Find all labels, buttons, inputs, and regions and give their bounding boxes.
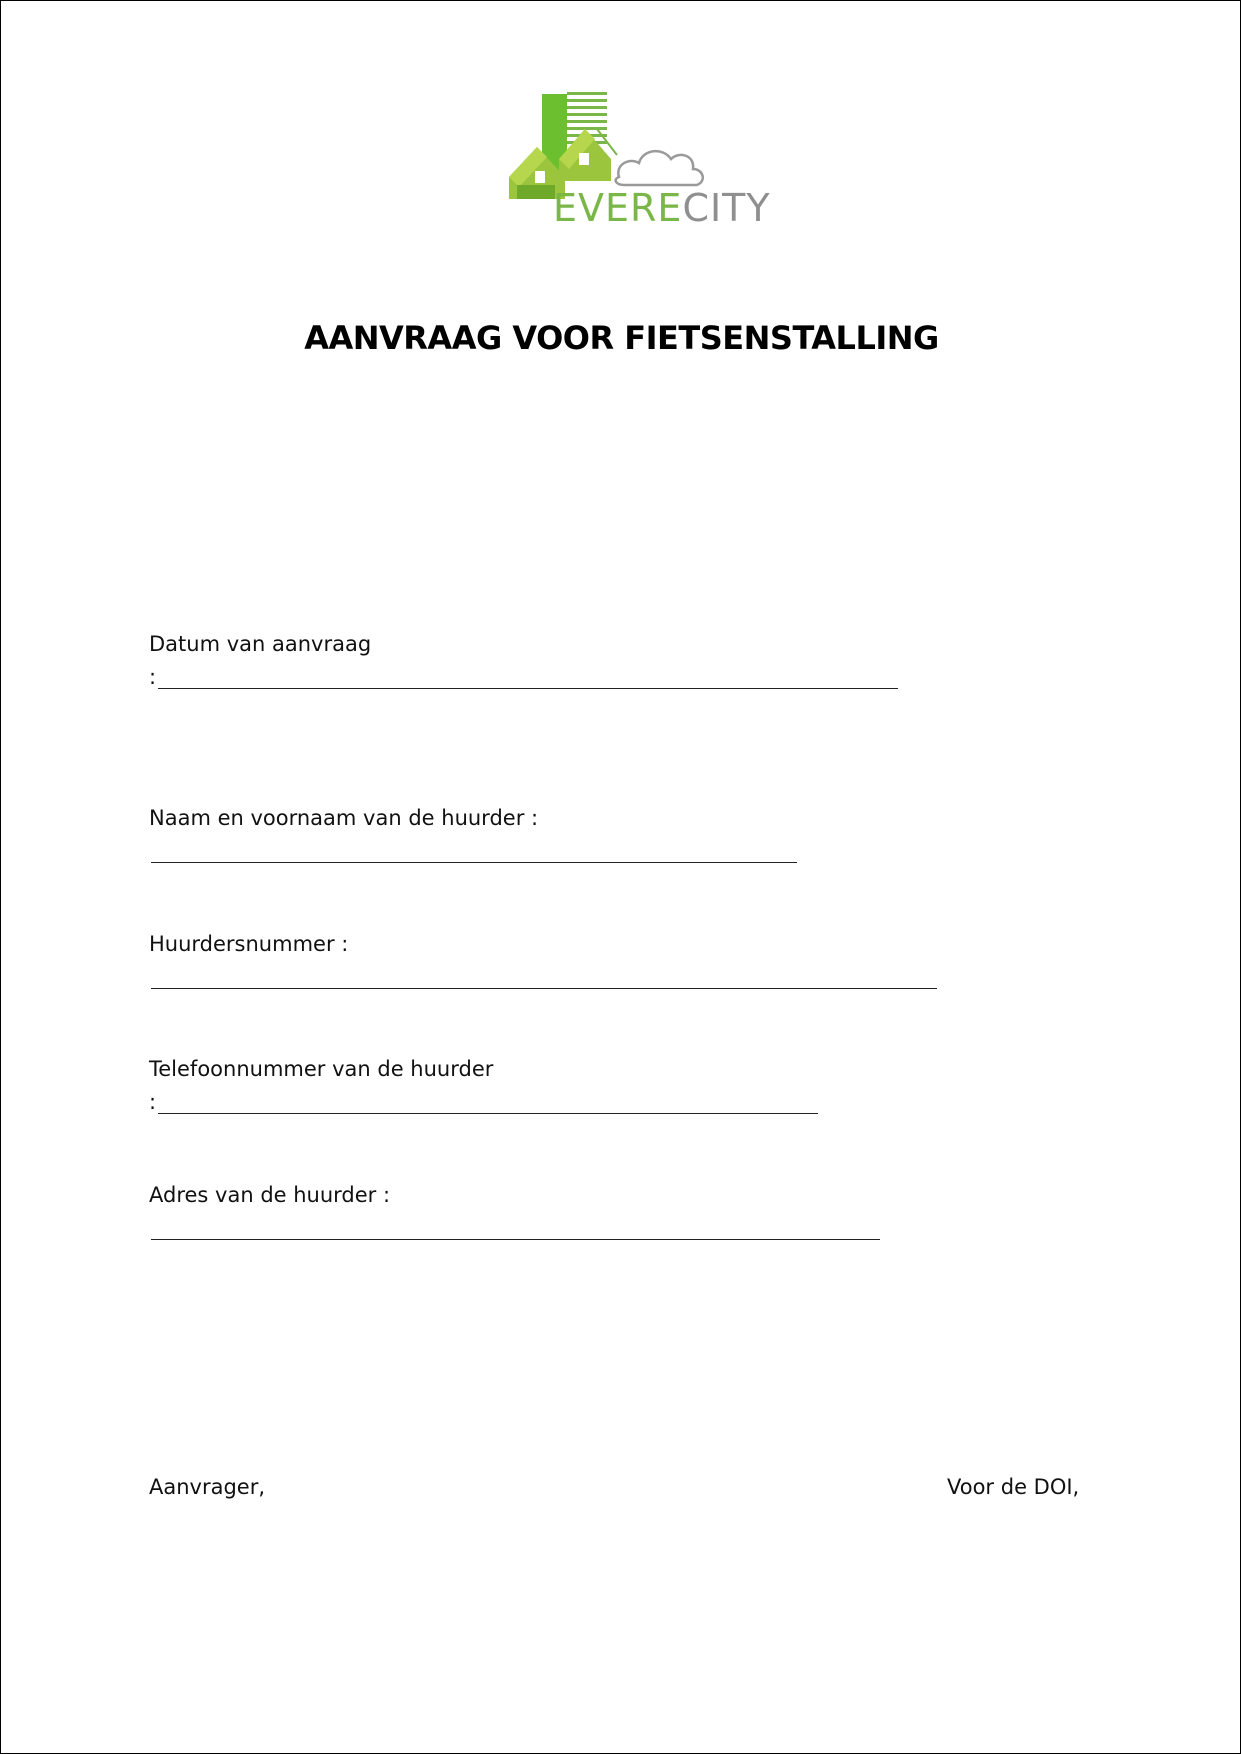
- fill-line: [151, 966, 937, 989]
- logo-word-evere: EVERE: [553, 186, 683, 230]
- request-date-input[interactable]: [149, 659, 898, 689]
- field-colon: :: [149, 1090, 157, 1114]
- field-label: Adres van de huurder :: [149, 1183, 391, 1207]
- fill-line: [158, 666, 898, 689]
- page-title: AANVRAAG VOOR FIETSENSTALLING: [304, 319, 939, 357]
- tenant-name-input[interactable]: [149, 833, 797, 863]
- signature-doi: Voor de DOI,: [947, 1475, 1080, 1499]
- signature-applicant: Aanvrager,: [149, 1475, 266, 1499]
- fill-line: [151, 1217, 880, 1240]
- field-label: Huurdersnummer :: [149, 932, 349, 956]
- tenant-phone-input[interactable]: [149, 1084, 818, 1114]
- logo-wordmark: [553, 186, 771, 230]
- field-tenant-name: [149, 803, 797, 863]
- fill-line: [158, 1091, 818, 1114]
- field-tenant-number: [149, 929, 937, 989]
- logo-word-city: CITY: [682, 186, 771, 230]
- fill-line: [151, 840, 797, 863]
- field-label: Telefoonnummer van de huurder: [149, 1057, 494, 1081]
- logo-buildings-icon: [507, 89, 737, 199]
- field-colon: :: [149, 665, 157, 689]
- everecity-logo: [507, 89, 771, 239]
- field-tenant-address: [149, 1180, 880, 1240]
- tenant-address-input[interactable]: [149, 1210, 880, 1240]
- field-request-date: [149, 629, 898, 689]
- tenant-number-input[interactable]: [149, 959, 937, 989]
- field-label: Naam en voornaam van de huurder :: [149, 806, 539, 830]
- field-label: Datum van aanvraag: [149, 632, 372, 656]
- field-tenant-phone: [149, 1054, 818, 1114]
